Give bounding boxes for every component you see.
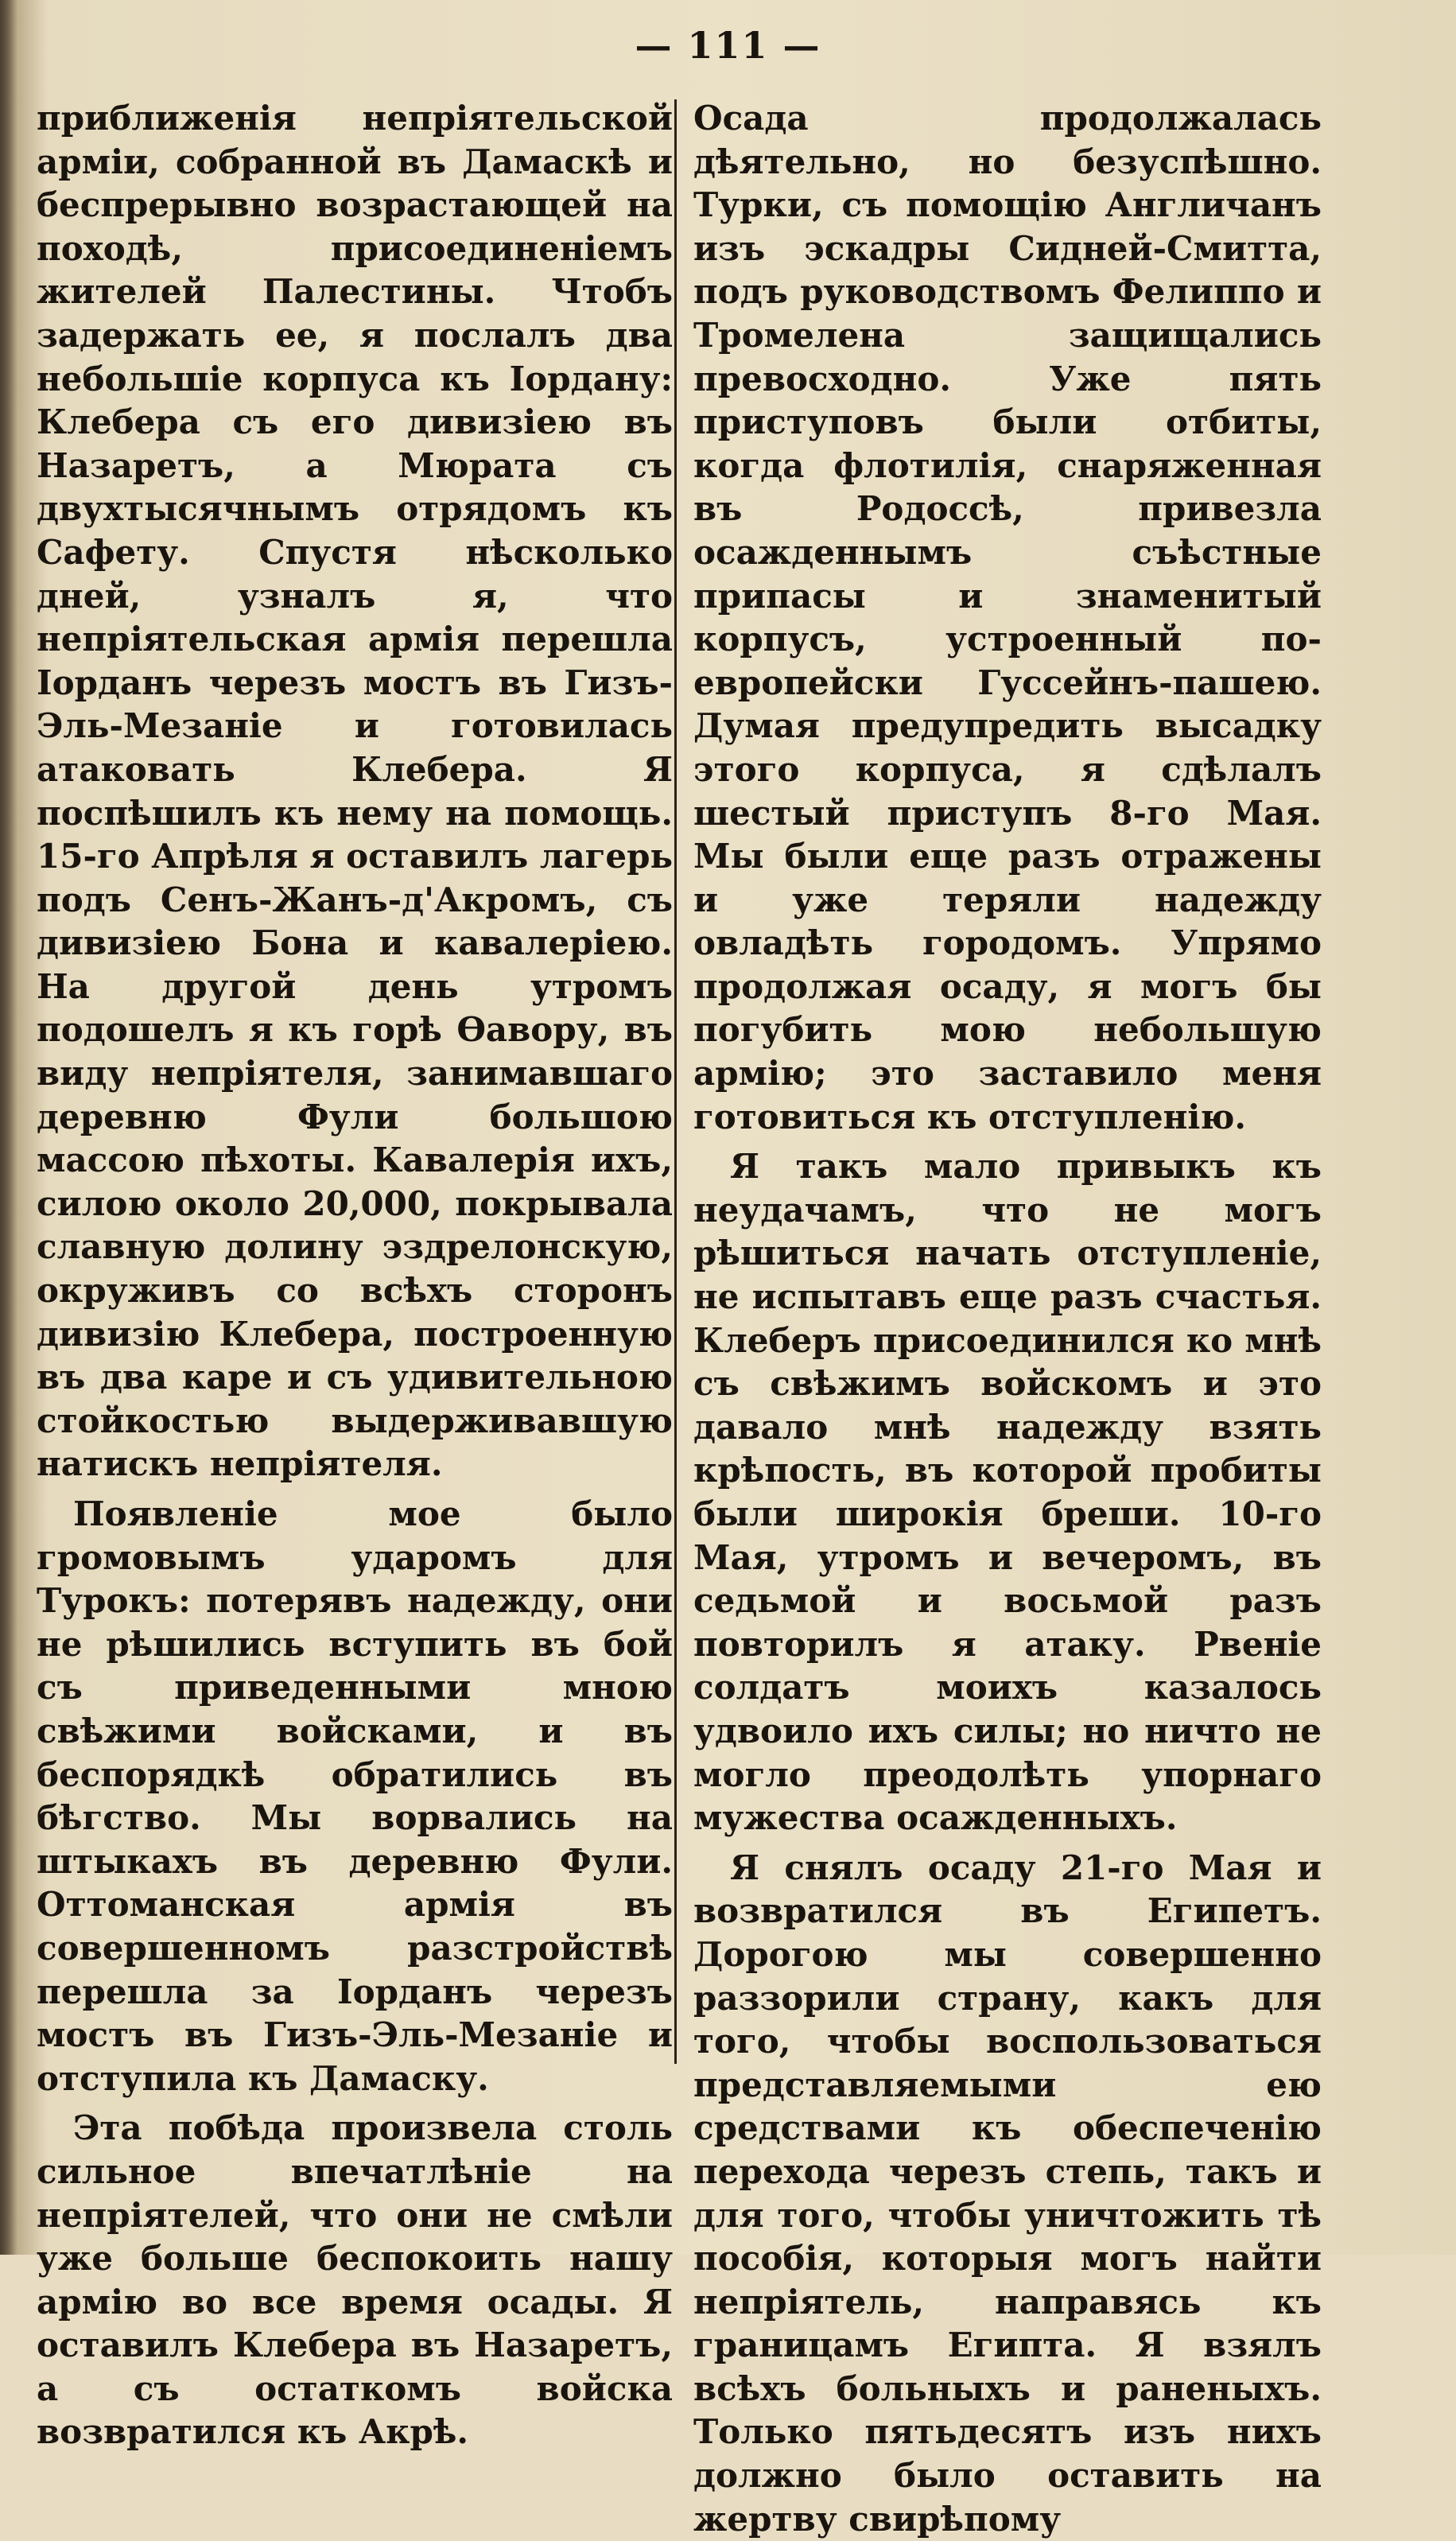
right-paragraph-2: Я такъ мало привыкъ къ неудачамъ, что не могъ рѣшиться начать отступленіе, не испытавъ еще разъ счастья. Клеберъ присоединился ко мнѣ съ свѣжимъ войскомъ и это давало мнѣ надежду взять крѣпость, въ которой пробиты были широкія бреши. 10-го Мая, утромъ и вечеромъ, въ седьмой и восьмой разъ повторилъ я атаку. Рвеніе солдатъ моихъ казалось удвоило ихъ силы; но ничто не могло преодолѣть упорнаго мужества осажденныхъ. <box>693 1147 1322 1838</box>
left-paragraph-1: приближенія непріятельской арміи, собранной въ Дамаскѣ и беспрерывно возрастающей на походѣ, присоединеніемъ жителей Палестины. Чтобъ задержать ее, я послалъ два небольшіе корпуса къ Іордану: Клебера съ его дивизіею въ Назаретъ, а Мюрата съ двухтысячнымъ отрядомъ къ Сафету. Спустя нѣсколько дней, узналъ я, что непріятельская армія перешла Іорданъ черезъ мостъ въ Гизъ-Эль-Мезаніе и готовилась атаковать Клебера. Я поспѣшилъ къ нему на помощь. 15-го Апрѣля я оставилъ лагерь подъ Сенъ-Жанъ-д'Акромъ, съ дивизіею Бона и кавалеріею. На другой день утромъ подошелъ я къ горѣ Ѳавору, въ виду непріятеля, занимавшаго деревню Фули большою массою пѣхоты. Кавалерія ихъ, силою около 20,000, покрывала славную долину эздрелонскую, окруживъ со всѣхъ сторонъ дивизію Клебера, построенную въ два каре и съ удивительною стойкостью выдерживавшую натискъ непріятеля. <box>37 99 673 1484</box>
right-column <box>693 97 1322 2541</box>
left-paragraph-2: Появленіе мое было громовымъ ударомъ для Турокъ: потерявъ надежду, они не рѣшились вступить въ бой съ приведенными мною свѣжими войсками, и въ беспорядкѣ обратились въ бѣгство. Мы ворвались на штыкахъ въ деревню Фули. Оттоманская армія въ совершенномъ разстройствѣ перешла за Іорданъ черезъ мостъ въ Гизъ-Эль-Мезаніе и отступила къ Дамаску. <box>37 1494 673 2098</box>
column-divider <box>674 99 677 2064</box>
left-paragraph-3: Эта побѣда произвела столь сильное впечатлѣніе на непріятелей, что они не смѣли уже больше беспокоить нашу армію во все время осады. Я оставилъ Клебера въ Назаретъ, а съ остаткомъ войска возвратился къ Акрѣ. <box>37 2108 673 2452</box>
right-paragraph-1: Осада продолжалась дѣятельно, но безуспѣшно. Турки, съ помощію Англичанъ изъ эскадры Сидней-Смитта, подъ руководствомъ Фелиппо и Тромелена защищались превосходно. Уже пять приступовъ были отбиты, когда флотилія, снаряженная въ Родоссѣ, привезла осажденнымъ съѣстные припасы и знаменитый корпусъ, устроенный по-европейски Гуссейнъ-пашею. Думая предупредить высадку этого корпуса, я сдѣлалъ шестый приступъ 8-го Мая. Мы были еще разъ отражены и уже теряли надежду овладѣть городомъ. Упрямо продолжая осаду, я могъ бы погубить мою небольшую армію; это заставило меня готовиться къ отступленію. <box>693 99 1322 1136</box>
page-number: — 111 — <box>635 24 821 67</box>
right-paragraph-3: Я снялъ осаду 21-го Мая и возвратился въ Египетъ. Дорогою мы совершенно раззорили страну, какъ для того, чтобы воспользоваться представляемыми ею средствами къ обеспеченію перехода черезъ степь, такъ и для того, чтобы уничтожить тѣ пособія, которыя могъ найти непріятель, направясь къ границамъ Египта. Я взялъ всѣхъ больныхъ и раненыхъ. Только пятьдесятъ изъ нихъ должно было оставить на жертву свирѣпому <box>693 1847 1322 2539</box>
binding-shadow <box>0 0 17 2255</box>
left-column <box>37 97 673 2454</box>
